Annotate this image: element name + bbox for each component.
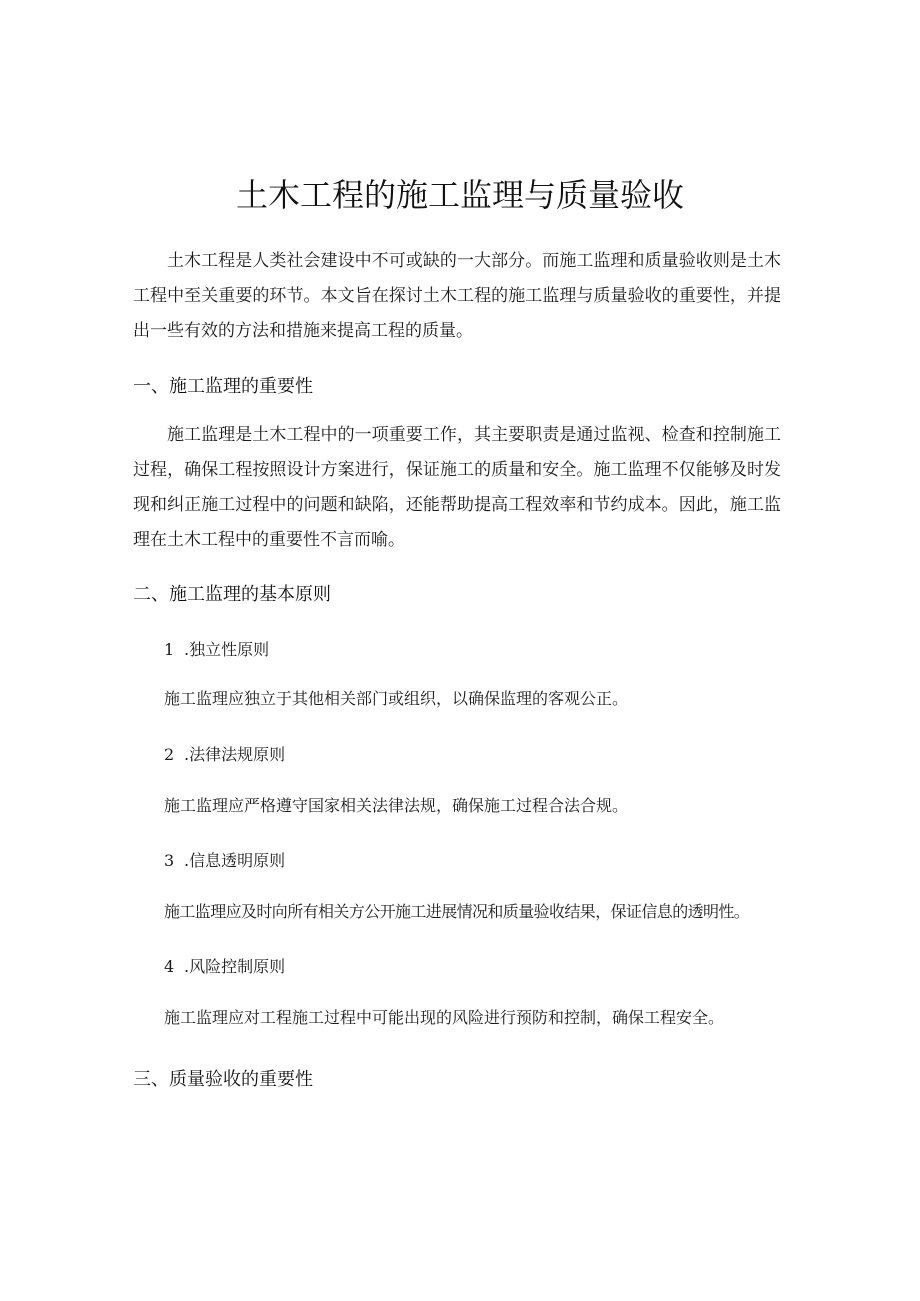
principle-2-number: 2 <box>164 745 175 764</box>
principle-2-body: 施工监理应严格遵守国家相关法律法规，确保施工过程合法合规。 <box>164 796 629 815</box>
principle-4-title <box>164 955 285 979</box>
intro-paragraph: 土木工程是人类社会建设中不可或缺的一大部分。而施工监理和质量验收则是土木工程中至关重要的环节。本文旨在探讨土木工程的施工监理与质量验收的重要性，并提出一些有效的方法和措施来提高工程的质量。 <box>133 251 781 341</box>
principle-1-title <box>164 638 269 662</box>
section-heading-1: 一、施工监理的重要性 <box>133 376 313 397</box>
section-heading-2: 二、施工监理的基本原则 <box>133 584 331 605</box>
principle-2-label: .法律法规原则 <box>184 745 286 764</box>
principle-4-label: .风险控制原则 <box>184 957 286 976</box>
principle-1-number: 1 <box>164 640 175 659</box>
principle-3-body: 施工监理应及时向所有相关方公开施工进展情况和质量验收结果，保证信息的透明性。 <box>164 902 750 921</box>
document-title: 土木工程的施工监理与质量验收 <box>235 176 684 214</box>
section-heading-3: 三、质量验收的重要性 <box>133 1069 313 1090</box>
principle-2-title <box>164 743 285 767</box>
principle-1-label: .独立性原则 <box>184 640 270 659</box>
principle-3-number: 3 <box>164 851 175 870</box>
principle-3-title <box>164 849 285 873</box>
principle-3-label: .信息透明原则 <box>184 851 286 870</box>
principle-4-number: 4 <box>164 957 175 976</box>
principle-4-body: 施工监理应对工程施工过程中可能出现的风险进行预防和控制，确保工程安全。 <box>164 1008 725 1027</box>
principle-1-body: 施工监理应独立于其他相关部门或组织，以确保监理的客观公正。 <box>164 689 629 708</box>
section-1-paragraph: 施工监理是土木工程中的一项重要工作，其主要职责是通过监视、检查和控制施工过程，确保工程按照设计方案进行，保证施工的质量和安全。施工监理不仅能够及时发现和纠正施工过程中的问题和缺陷，还能帮助提高工程效率和节约成本。因此，施工监理在土木工程中的重要性不言而喻。 <box>133 425 781 550</box>
